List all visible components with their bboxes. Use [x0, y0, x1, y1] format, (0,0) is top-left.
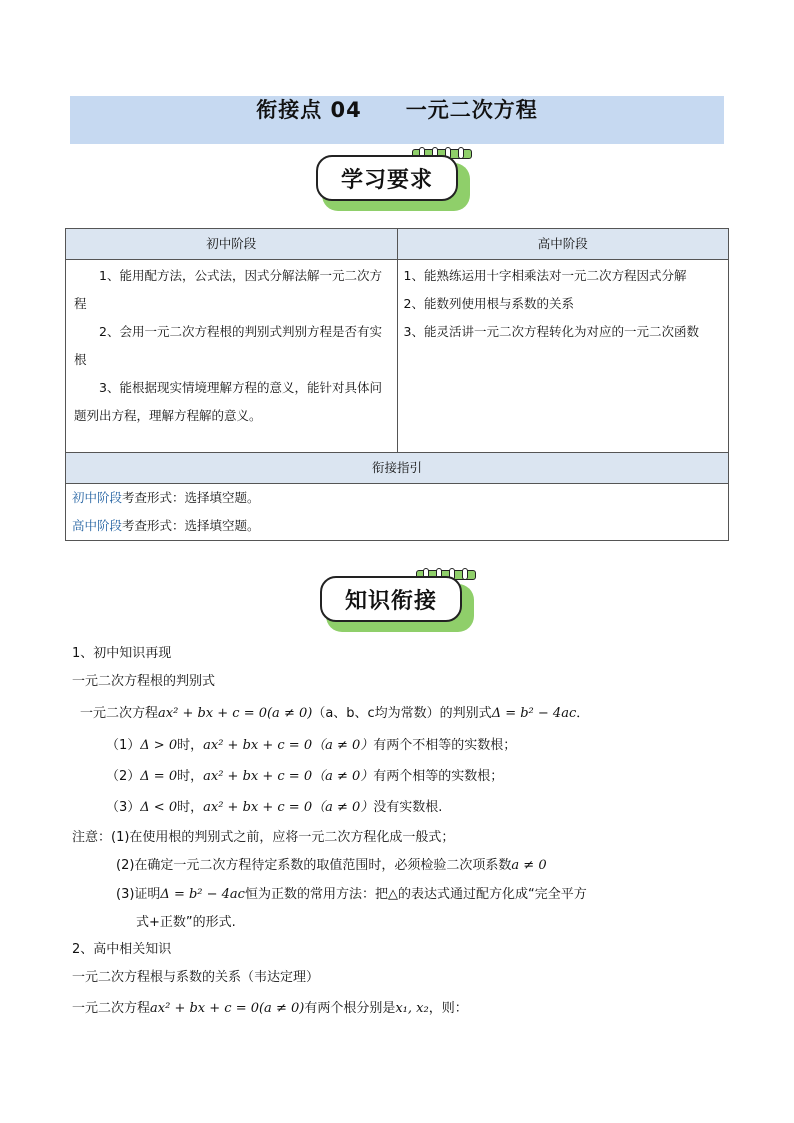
guide-text: 考查形式：选择填空题。	[122, 518, 260, 533]
equation: ax² + bx + c = 0(a ≠ 0)	[158, 706, 313, 721]
list-item: 3、能根据现实情境理解方程的意义，能针对具体问题列出方程，理解方程解的意义。	[74, 380, 382, 423]
guide-text: 考查形式：选择填空题。	[122, 490, 260, 505]
case-row: （3）Δ < 0时，ax² + bx + c = 0（a ≠ 0）没有实数根.	[106, 800, 443, 815]
case-row: （1）Δ > 0时，ax² + bx + c = 0（a ≠ 0）有两个不相等的实数根；	[106, 738, 517, 753]
guide-label: 初中阶段	[72, 490, 123, 505]
note-2: (2)在确定一元二次方程待定系数的取值范围时，必须检验二次项系数a ≠ 0	[116, 858, 547, 873]
title-bar	[70, 96, 724, 144]
col-header-junior: 初中阶段	[66, 229, 398, 260]
guide-row	[72, 484, 722, 512]
note-3: (3)证明Δ = b² − 4ac恒为正数的常用方法：把△的表达式通过配方化成“完全平方	[116, 887, 587, 902]
note-1: 注意：(1)在使用根的判别式之前，应将一元二次方程化成一般式；	[72, 830, 455, 845]
list-item: 1、能熟练运用十字相乘法对一元二次方程因式分解	[403, 268, 687, 283]
requirements-table	[65, 228, 729, 541]
guide-row	[72, 512, 722, 540]
list-item: 2、能数列使用根与系数的关系	[403, 296, 574, 311]
badge-label: 学习要求	[316, 155, 458, 201]
vieta-intro: 一元二次方程ax² + bx + c = 0(a ≠ 0)有两个根分别是x₁, x₂，则：	[72, 1001, 468, 1016]
guide-header: 衔接指引	[66, 453, 729, 484]
senior-requirements	[397, 260, 729, 453]
guide-label: 高中阶段	[72, 518, 123, 533]
list-item: 1、能用配方法，公式法，因式分解法解一元二次方程	[74, 268, 382, 311]
badge-label: 知识衔接	[320, 576, 462, 622]
section-heading-2: 2、高中相关知识	[72, 942, 172, 957]
list-item: 3、能灵活讲一元二次方程转化为对应的一元二次函数	[403, 324, 699, 339]
subheading-vieta: 一元二次方程根与系数的关系（韦达定理）	[72, 970, 320, 985]
discriminant-definition: 一元二次方程ax² + bx + c = 0(a ≠ 0)（a、b、c均为常数）的判别式Δ = b² − 4ac．	[80, 706, 590, 721]
subheading-discriminant: 一元二次方程根的判别式	[72, 674, 216, 689]
case-row: （2）Δ = 0时，ax² + bx + c = 0（a ≠ 0）有两个相等的实数根；	[106, 769, 504, 784]
guide-content	[66, 484, 729, 541]
list-item: 2、会用一元二次方程根的判别式判别方程是否有实根	[74, 324, 382, 367]
col-header-senior: 高中阶段	[397, 229, 729, 260]
junior-requirements	[66, 260, 398, 453]
note-3-cont: 式+正数”的形式.	[136, 915, 236, 930]
equation: Δ = b² − 4ac	[491, 706, 577, 721]
page-title: 衔接点 04 一元二次方程	[256, 98, 538, 122]
section-heading-1: 1、初中知识再现	[72, 646, 172, 661]
